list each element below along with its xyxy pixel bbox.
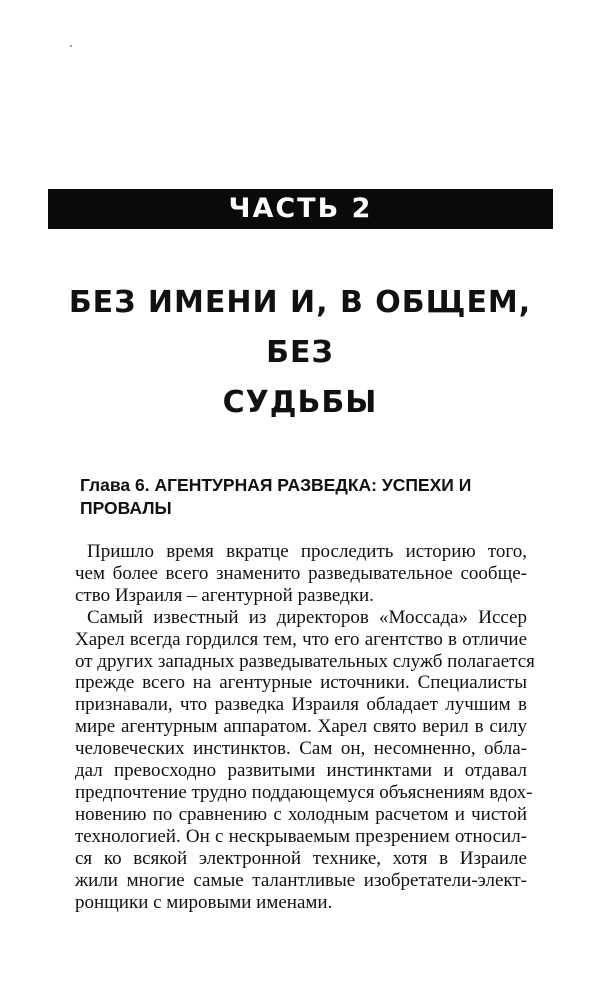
part-label: ЧАСТЬ 2 — [228, 193, 373, 224]
text-line: Харел всегда гордился тем, что его агентство в отличие — [75, 628, 527, 650]
part-banner — [48, 189, 553, 229]
text-line: предпочтение трудно поддающемуся объяснениям вдох- — [75, 781, 533, 803]
part-title — [60, 278, 540, 428]
text-line: ся ко всякой электронной технике, хотя в Израиле — [75, 847, 527, 869]
text-line: Самый известный из директоров «Моссада» Иссер — [87, 606, 527, 628]
scan-speck — [70, 45, 72, 47]
text-line: новению по сравнению с холодным расчетом и чистой — [75, 803, 527, 825]
text-line: ство Израиля – агентурной разведки. — [75, 584, 374, 606]
text-line: Пришло время вкратце проследить историю того, — [87, 541, 527, 562]
text-line: чем более всего знаменито разведывательное сообще- — [75, 562, 527, 584]
chapter-heading-line: ПРОВАЛЫ — [80, 498, 172, 518]
text-line: жили многие самые талантливые изобретатели-элект- — [75, 869, 527, 891]
chapter-heading — [80, 474, 540, 520]
body-text — [75, 541, 535, 913]
text-line: ронщики с мировыми именами. — [75, 891, 333, 913]
chapter-heading-line: Глава 6. АГЕНТУРНАЯ РАЗВЕДКА: УСПЕХИ И — [80, 475, 472, 495]
text-line: человеческих инстинктов. Сам он, несомненно, обла- — [75, 738, 527, 760]
part-title-line: БЕЗ ИМЕНИ И, В ОБЩЕМ, БЕЗ — [68, 285, 532, 370]
part-title-line: СУДЬБЫ — [222, 385, 378, 420]
text-line: признавали, что разведка Израиля обладает лучшим в — [75, 694, 527, 716]
text-line: дал превосходно развитыми инстинктами и отдавал — [75, 760, 527, 782]
text-line: от других западных разведывательных служб полагается — [75, 650, 535, 672]
text-line: технологией. Он с нескрываемым презрением относил- — [75, 825, 527, 847]
text-line: мире агентурным аппаратом. Харел свято верил в силу — [75, 716, 527, 738]
text-line: прежде всего на агентурные источники. Специалисты — [75, 672, 527, 694]
